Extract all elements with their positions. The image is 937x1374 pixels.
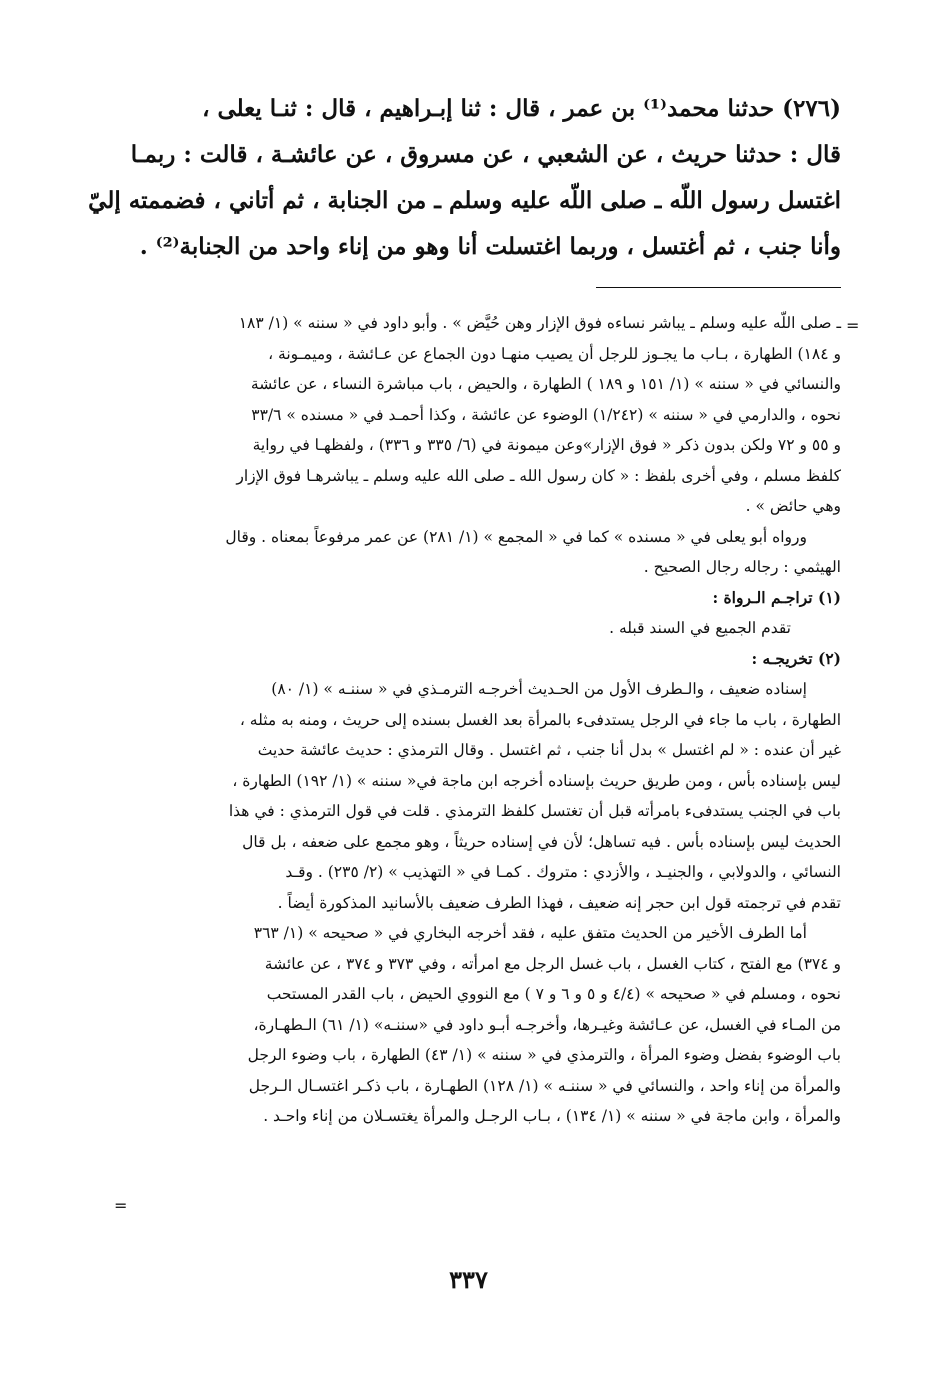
footnote-line: ـ صلى اللّه عليه وسلم ـ يباشر نساءه فوق الإزار وهن حُيَّض » . وأبو داود في « سننه » (١/ ١٨٣ — [238, 314, 841, 332]
footnote-line: ورواه أبو يعلى في « مسنده » كما في « المجمع » (١/ ٢٨١) عن عمر مرفوعاً بمعناه . وقال — [225, 527, 807, 546]
footnote-line: تقدم في ترجمته قول ابن حجر إنه ضعيف ، فهذا الطرف ضعيف بالأسانيد المذكورة أيضاً . — [277, 893, 841, 912]
continuation-mark-top: = — [846, 316, 860, 335]
main-text-line: (٢٧٦) حدثنا محمد⁽¹⁾ بن عمر ، قال : ثنا إبـراهيم ، قال : ثنـا يعلى ، — [202, 95, 841, 122]
footnote-line: و ٥٥ و ٧٢ ولكن بدون ذكر « فوق الإزار»وعن ميمونة في (٦/ ٣٣٥ و ٣٣٦) ، ولفظهـا في رواية — [252, 436, 841, 454]
note1-heading: (١) تراجـم الـرواة : — [712, 587, 841, 607]
footnote-line: وهي حائض » . — [745, 497, 841, 515]
footnote-line: نحوه ، ومسلم في « صحيحه » (٤/٤ و ٥ و ٦ و ٧ ) مع النووي الحيض ، باب القدر المستحب — [266, 985, 841, 1003]
footnote-line: و ٣٧٤) مع الفتح ، كتاب الغسل ، باب غسل الرجل مع امرأته ، وفي ٣٧٣ و ٣٧٤ ، عن عائشة — [264, 954, 841, 973]
footnote-line: الحديث ليس بإسناده بأس . فيه تساهل؛ لأن في إسناده حريثاً ، وهو مجمع على ضعفه ، بل قال — [242, 832, 841, 851]
footnote-line: و ١٨٤) الطهارة ، بـاب ما يجـوز للرجل أن يصيب منهـا دون الجماع عن عـائشة ، وميمـونة ، — [268, 344, 841, 363]
footnote-line: كلفظ مسلم ، وفي أخرى بلفظ : « كان رسول الله ـ صلى الله عليه وسلم ـ يباشرهـا فوق الإزار — [236, 466, 841, 485]
footnote-line: نحوه ، والدارمي في « سننه » (١/٢٤٢) الوضوء عن عائشة ، وكذا أحمـد في « مسنده » ٣٣/٦ — [251, 405, 841, 424]
hadith-main-text — [88, 86, 841, 270]
footnotes-section — [132, 308, 841, 1132]
footnote-line: والمرأة من إناء واحد ، والنسائي في « سننـه » (١/ ١٢٨) الطهـارة ، باب ذكـر اغتسـال الـرجل — [248, 1076, 841, 1095]
footnote-separator-rule — [596, 287, 841, 288]
continuation-mark-bottom: = — [114, 1196, 128, 1215]
main-text-line: وأنا جنب ، ثم أغتسل ، وربما اغتسلت أنا وهو من إناء واحد من الجنابة⁽²⁾ . — [139, 233, 841, 260]
footnote-line: إسناده ضعيف ، والـطرف الأول من الحـديث أخرجـه الترمـذي في « سننـه » (١/ ٨٠) — [271, 680, 807, 698]
footnote-line: أما الطرف الأخير من الحديث متفق عليه ، فقد أخرجه البخاري في « صحيحه » (١/ ٣٦٣ — [253, 924, 807, 942]
footnote-line: النسائي ، والدولابي ، والجنيـد ، والأزدي : متروك . كمـا في « التهذيب » (٢/ ٢٣٥) . وقـد — [285, 863, 841, 881]
footnote-line: ليس بإسناده بأس ، ومن طريق حريث بإسناده أخرجه ابن ماجة في« سننه » (١/ ١٩٢) الطهارة ، — [232, 771, 841, 790]
footnote-line: باب الوضوء بفضل وضوء المرأة ، والترمذي في « سننه » (١/ ٤٣) الطهارة ، باب وضوء الرجل — [247, 1046, 841, 1064]
footnote-line: باب في الجنب يستدفىء بامرأته قبل أن تغتسل كلفظ الترمذي . قلت في قول الترمذي : في هذا — [228, 802, 841, 820]
footnote-line: الطهارة ، باب ما جاء في الرجل يستدفىء بالمرأة بعد الغسل بسنده إلى حريث ، ومنه به مثله ، — [239, 710, 841, 729]
footnote-line: الهيثمي : رجاله رجال الصحيح . — [643, 558, 841, 576]
page-number: ٣٣٧ — [449, 1265, 488, 1294]
note2-heading: (٢) تخريجـه : — [751, 648, 841, 668]
note1-body: تقدم الجميع في السند قبله . — [609, 619, 791, 637]
footnote-line: والنسائي في « سننه » (١/ ١٥١ و ١٨٩ ) الطهارة ، والحيض ، باب مباشرة النساء ، عن عائشة — [250, 375, 841, 393]
footnote-line: والمرأة ، وابن ماجة في « سننه » (١/ ١٣٤) ، بـاب الرجـل والمرأة يغتسـلان من إناء واحـد . — [263, 1107, 841, 1125]
main-text-line: قال : حدثنا حريث ، عن الشعبي ، عن مسروق ، عن عائشـة ، قالت : ربمـا — [130, 141, 841, 168]
main-text-line: اغتسل رسول اللّه ـ صلى اللّه عليه وسلم ـ من الجنابة ، ثم أتاني ، فضممته إليّ — [88, 187, 841, 214]
footnote-line: غير أن عنده : « لم اغتسل » بدل أنا جنب ، ثم اغتسل . وقال الترمذي : حديث عائشة حديث — [257, 741, 841, 759]
footnote-line: من المـاء في الغسل، عن عـائشة وغيـرها، وأخرجـه أبـو داود في «سننـه» (١/ ٦١) الـطهـارة، — [253, 1015, 841, 1034]
